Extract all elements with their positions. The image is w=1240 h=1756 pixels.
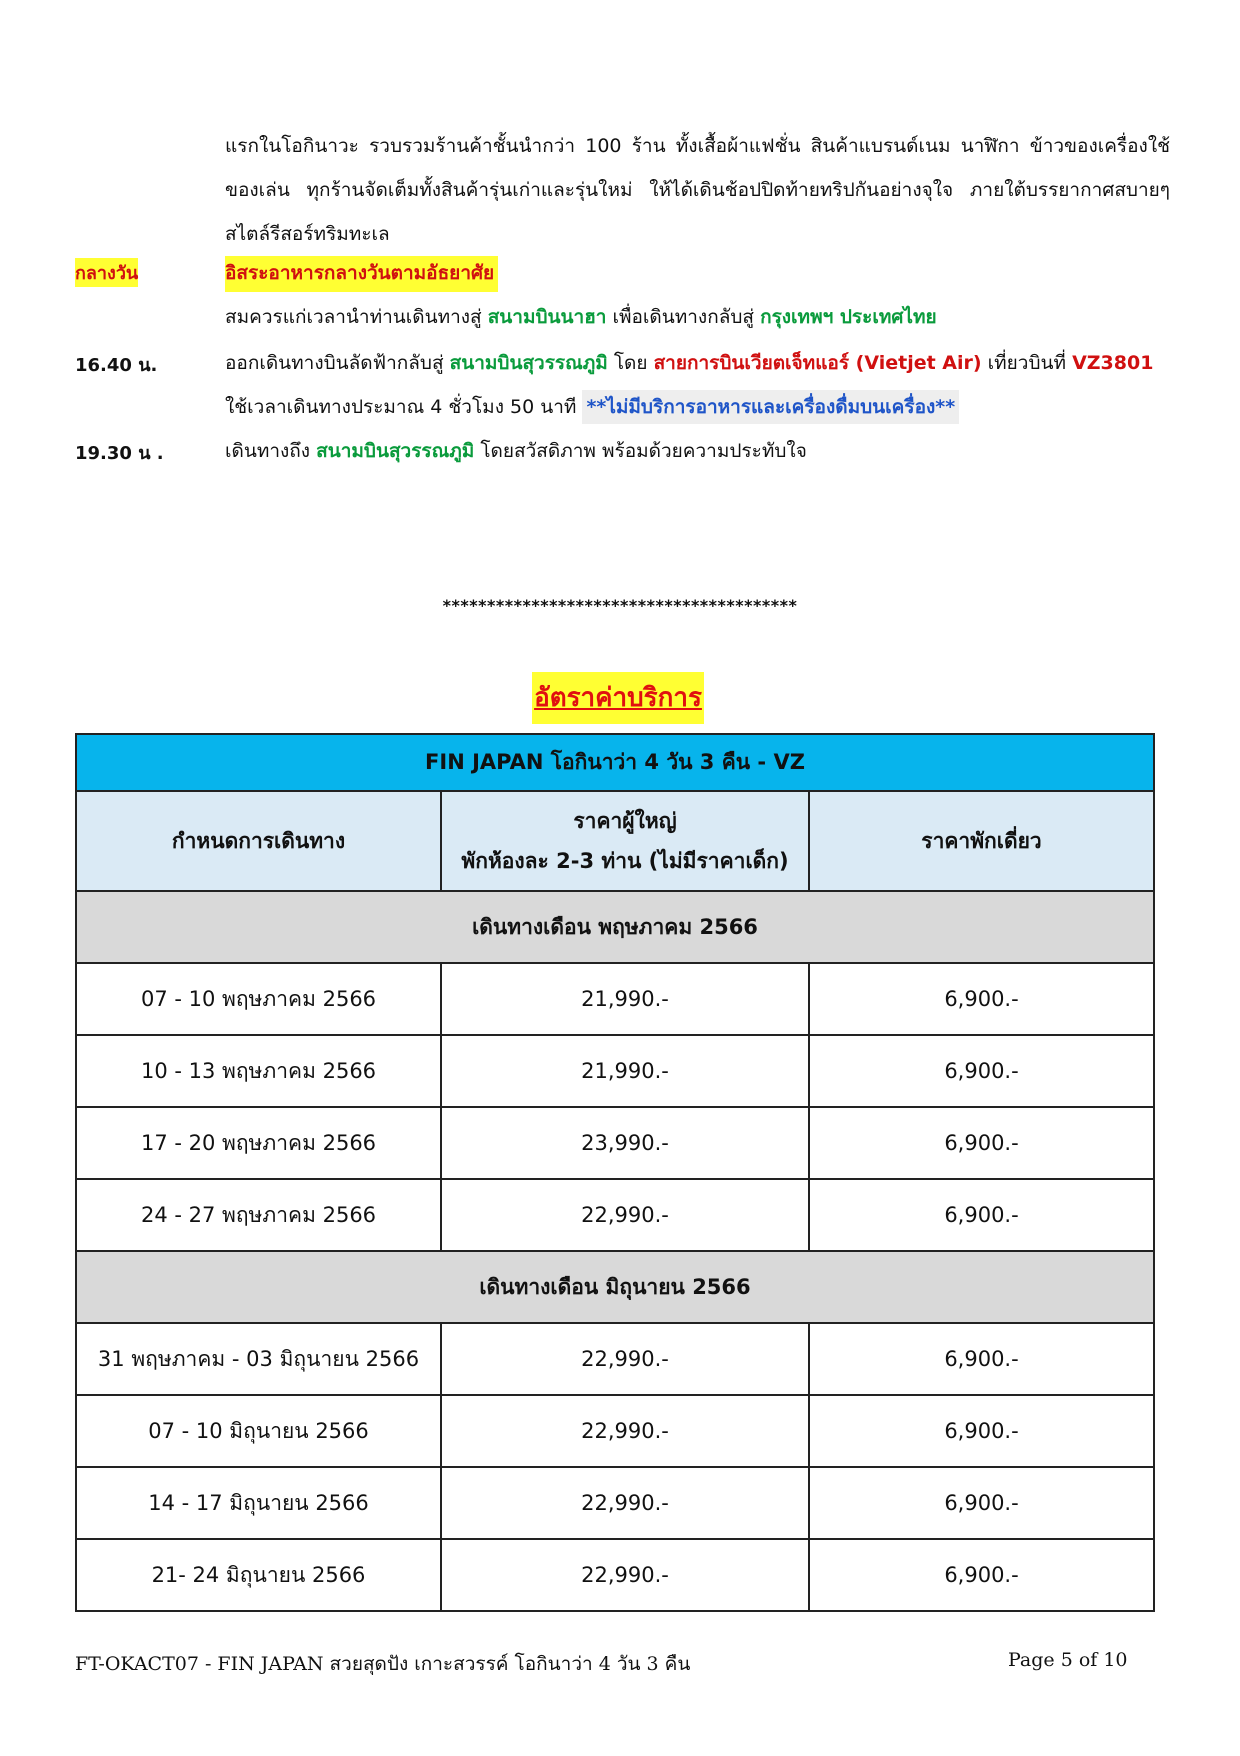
header-adult-line1: ราคาผู้ใหญ่ — [573, 809, 677, 833]
table-row — [76, 1323, 1154, 1395]
month-label: เดินทางเดือน พฤษภาคม 2566 — [76, 891, 1154, 963]
row-date: 31 พฤษภาคม - 03 มิถุนายน 2566 — [76, 1323, 441, 1395]
arrival-time: 19.30 น . — [75, 443, 164, 464]
departure-time: 16.40 น. — [75, 355, 158, 376]
transfer-text-pre: สมควรแก่เวลานำท่านเดินทางสู่ — [225, 306, 488, 328]
airline-name: สายการบินเวียตเจ็ทแอร์ (Vietjet Air) — [653, 352, 982, 374]
table-row — [76, 1467, 1154, 1539]
row-adult-price: 22,990.- — [441, 1395, 809, 1467]
flight-number: VZ3801 — [1072, 352, 1154, 374]
transfer-line — [225, 302, 937, 332]
row-date: 10 - 13 พฤษภาคม 2566 — [76, 1035, 441, 1107]
departure-text-mid: โดย — [607, 352, 654, 374]
intro-paragraph: แรกในโอกินาวะ รวบรวมร้านค้าชั้นนำกว่า 100 ร้าน ทั้งเสื้อผ้าแฟชั่น สินค้าแบรนด์เนม นาฬิกา ข้าวของเครื่องใช้ ของเล่น ทุกร้านจัดเต็มทั้งสินค้ารุ่นเก่าและรุ่นใหม่ ให้ได้เดินช้อปปิดท้ายทริปกันอย่างจุใจ ภายใต้บรรยากาศสบายๆ สไตล์รีสอร์ทริมทะเล — [225, 135, 1170, 245]
row-single-price: 6,900.- — [809, 1107, 1154, 1179]
row-adult-price: 22,990.- — [441, 1323, 809, 1395]
month-label: เดินทางเดือน มิถุนายน 2566 — [76, 1251, 1154, 1323]
table-row — [76, 1107, 1154, 1179]
no-meal-note: **ไม่มีบริการอาหารและเครื่องดื่มบนเครื่อง** — [582, 390, 959, 424]
flight-label: เที่ยวบินที่ — [981, 352, 1073, 374]
table-title-row — [76, 734, 1154, 791]
lunch-time-label — [75, 258, 138, 287]
row-adult-price: 22,990.- — [441, 1179, 809, 1251]
table-header-row — [76, 791, 1154, 891]
departure-line — [225, 348, 1153, 378]
row-adult-price: 22,990.- — [441, 1539, 809, 1611]
arrival-text-pre: เดินทางถึง — [225, 440, 317, 462]
table-row — [76, 1179, 1154, 1251]
row-single-price: 6,900.- — [809, 1539, 1154, 1611]
table-row — [76, 1539, 1154, 1611]
bangkok-destination: กรุงเทพฯ ประเทศไทย — [760, 306, 937, 328]
header-date: กำหนดการเดินทาง — [76, 791, 441, 891]
row-date: 24 - 27 พฤษภาคม 2566 — [76, 1179, 441, 1251]
departure-text-pre: ออกเดินทางบินลัดฟ้ากลับสู่ — [225, 352, 450, 374]
lunch-time-text: กลางวัน — [75, 263, 139, 284]
row-single-price: 6,900.- — [809, 1467, 1154, 1539]
footer-document-code: FT-OKACT07 - FIN JAPAN สวยสุดปัง เกาะสวรรค์ โอกินาว่า 4 วัน 3 คืน — [75, 1653, 691, 1675]
row-single-price: 6,900.- — [809, 1323, 1154, 1395]
month-row-june — [76, 1251, 1154, 1323]
arrival-text-post: โดยสวัสดิภาพ พร้อมด้วยความประทับใจ — [474, 440, 807, 462]
row-date: 07 - 10 มิถุนายน 2566 — [76, 1395, 441, 1467]
footer-page-number: Page 5 of 10 — [1008, 1649, 1128, 1671]
row-adult-price: 21,990.- — [441, 1035, 809, 1107]
naha-airport: สนามบินนาฮา — [487, 306, 607, 328]
price-table — [75, 733, 1155, 1612]
row-adult-price: 22,990.- — [441, 1467, 809, 1539]
separator-stars: **************************************** — [442, 596, 798, 615]
arrival-airport: สนามบินสุวรรณภูมิ — [316, 440, 475, 462]
row-date: 21- 24 มิถุนายน 2566 — [76, 1539, 441, 1611]
row-date: 14 - 17 มิถุนายน 2566 — [76, 1467, 441, 1539]
table-title: FIN JAPAN โอกินาว่า 4 วัน 3 คืน - VZ — [76, 734, 1154, 791]
arrival-line — [225, 436, 807, 466]
row-date: 07 - 10 พฤษภาคม 2566 — [76, 963, 441, 1035]
table-row — [76, 963, 1154, 1035]
row-single-price: 6,900.- — [809, 963, 1154, 1035]
lunch-description — [225, 256, 498, 292]
duration-text: ใช้เวลาเดินทางประมาณ 4 ชั่วโมง 50 นาที — [225, 396, 583, 418]
header-adult-price — [441, 791, 809, 891]
duration-line — [225, 392, 959, 422]
row-single-price: 6,900.- — [809, 1395, 1154, 1467]
transfer-text-mid: เพื่อเดินทางกลับสู่ — [606, 306, 761, 328]
header-single-price: ราคาพักเดี่ยว — [809, 791, 1154, 891]
header-adult-line2: พักห้องละ 2-3 ท่าน (ไม่มีราคาเด็ก) — [461, 849, 789, 873]
row-adult-price: 21,990.- — [441, 963, 809, 1035]
row-date: 17 - 20 พฤษภาคม 2566 — [76, 1107, 441, 1179]
table-row — [76, 1035, 1154, 1107]
row-single-price: 6,900.- — [809, 1035, 1154, 1107]
rates-title: อัตราค่าบริการ — [532, 672, 704, 724]
table-row — [76, 1395, 1154, 1467]
month-row-may — [76, 891, 1154, 963]
row-single-price: 6,900.- — [809, 1179, 1154, 1251]
row-adult-price: 23,990.- — [441, 1107, 809, 1179]
suvarnabhumi-airport: สนามบินสุวรรณภูมิ — [449, 352, 608, 374]
lunch-description-text: อิสระอาหารกลางวันตามอัธยาศัย — [225, 262, 495, 284]
